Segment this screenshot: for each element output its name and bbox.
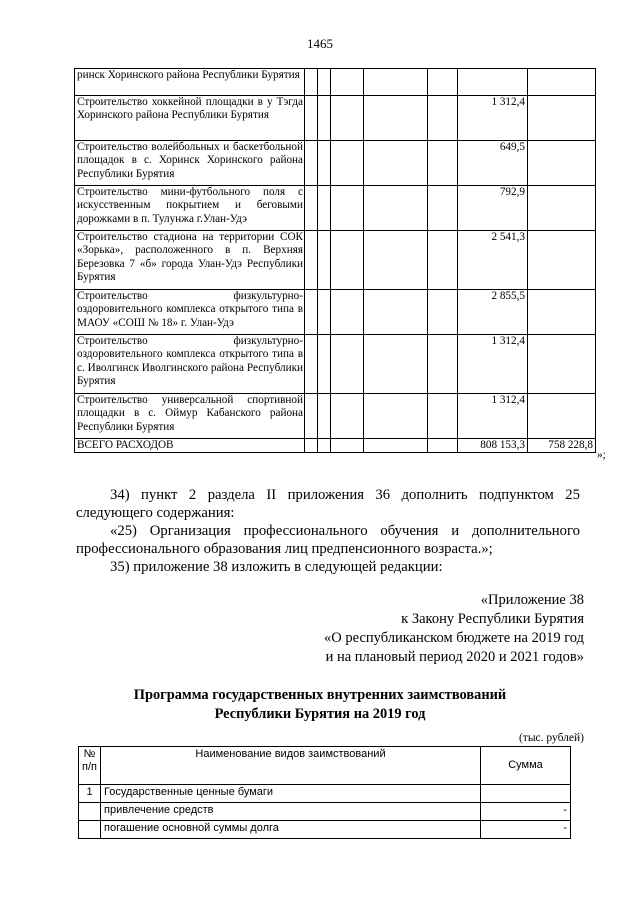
units-label: (тыс. рублей): [518, 732, 584, 744]
expense-table: [74, 68, 596, 453]
empty-cell: [364, 394, 428, 439]
empty-cell: [331, 69, 364, 96]
borrowing-table: [78, 746, 571, 839]
empty-cell: [305, 290, 318, 335]
empty-cell: [318, 231, 331, 290]
row-num: 1: [79, 785, 101, 803]
expense-value: 792,9: [458, 186, 528, 231]
program-title: [0, 686, 640, 724]
expense-name: [75, 69, 305, 96]
expense-name: [75, 394, 305, 439]
paragraph-25: «25) Организация профессионального обучения и дополнительного профессионального образования лиц предпенсионного возраста.»;: [76, 523, 580, 557]
empty-cell: [318, 186, 331, 231]
expense-value: 2 541,3: [458, 231, 528, 290]
empty-cell: [428, 186, 458, 231]
empty-cell: [428, 96, 458, 141]
expense-row: [75, 394, 596, 439]
empty-cell: [364, 290, 428, 335]
expense-name: [75, 335, 305, 394]
page-number: 1465: [307, 36, 333, 51]
empty-cell: [364, 141, 428, 186]
empty-cell: [331, 439, 364, 453]
row-sum: -: [481, 803, 571, 821]
expense-row: [75, 186, 596, 231]
expense-extra-value: [528, 290, 596, 335]
empty-cell: [318, 69, 331, 96]
expense-value: 808 153,3: [458, 439, 528, 453]
expense-name-text: Строительство волейбольных и баскетбольной площадок в с. Хоринск Хоринского района Республики Бурятия: [77, 141, 303, 180]
expense-name-text: Строительство хоккейной площадки в у Тэгда Хоринского района Республики Бурятия: [77, 96, 303, 122]
empty-cell: [318, 394, 331, 439]
expense-extra-value: 758 228,8: [528, 439, 596, 453]
empty-cell: [364, 231, 428, 290]
header-num: № п/п: [79, 747, 101, 785]
empty-cell: [305, 335, 318, 394]
expense-name: [75, 439, 305, 453]
expense-extra-value: [528, 186, 596, 231]
empty-cell: [364, 439, 428, 453]
expense-row: [75, 290, 596, 335]
expense-row: [75, 335, 596, 394]
empty-cell: [428, 290, 458, 335]
empty-cell: [305, 439, 318, 453]
empty-cell: [318, 141, 331, 186]
expense-name-text: Строительство физкультурно-оздоровительного комплекса открытого типа в МАОУ «СОШ № 18» г. Улан-Удэ: [77, 290, 303, 329]
borrowing-row: [79, 785, 571, 803]
row-name: Государственные ценные бумаги: [101, 785, 481, 803]
header-name: Наименование видов заимствований: [101, 747, 481, 785]
row-name: привлечение средств: [101, 803, 481, 821]
expense-name: [75, 186, 305, 231]
program-title-line-1: Программа государственных внутренних заимствований: [133, 687, 507, 703]
expense-name: [75, 290, 305, 335]
empty-cell: [428, 69, 458, 96]
expense-row: [75, 96, 596, 141]
empty-cell: [364, 186, 428, 231]
borrowing-row: [79, 821, 571, 839]
expense-name: [75, 231, 305, 290]
total-suffix: »;: [597, 449, 606, 461]
expense-extra-value: [528, 335, 596, 394]
expense-extra-value: [528, 231, 596, 290]
expense-value: 2 855,5: [458, 290, 528, 335]
expense-extra-value: [528, 96, 596, 141]
row-num: [79, 821, 101, 839]
expense-name-text: Строительство стадиона на территории СОК «Зорька», расположенного в п. Верхняя Березовка 7 «б» города Улан-Удэ Республики Бурятия: [77, 231, 303, 284]
appendix-line-1: «Приложение 38: [480, 592, 584, 608]
empty-cell: [428, 439, 458, 453]
expense-name: [75, 141, 305, 186]
expense-value: [458, 69, 528, 96]
row-num: [79, 803, 101, 821]
empty-cell: [428, 394, 458, 439]
empty-cell: [305, 231, 318, 290]
expense-name-text: ринск Хоринского района Республики Бурятия: [77, 69, 300, 81]
paragraph-35: 35) приложение 38 изложить в следующей редакции:: [110, 559, 443, 575]
expense-name-text: Строительство универсальной спортивной площадки в с. Оймур Кабанского района Республики Бурятия: [77, 394, 303, 433]
empty-cell: [305, 96, 318, 141]
program-title-line-2: Республики Бурятия на 2019 год: [214, 706, 426, 722]
empty-cell: [331, 141, 364, 186]
expense-extra-value: [528, 69, 596, 96]
paragraph-34: 34) пункт 2 раздела II приложения 36 дополнить подпунктом 25 следующего содержания:: [76, 487, 580, 521]
empty-cell: [331, 231, 364, 290]
expense-value: 1 312,4: [458, 394, 528, 439]
expense-value: 1 312,4: [458, 335, 528, 394]
header-sum: Сумма: [481, 747, 571, 785]
expense-name-text: Строительство мини-футбольного поля с искусственным покрытием и беговыми дорожками в п. Тулунжа г.Улан-Удэ: [77, 186, 303, 225]
expense-extra-value: [528, 141, 596, 186]
empty-cell: [364, 335, 428, 394]
empty-cell: [318, 290, 331, 335]
expense-row: [75, 231, 596, 290]
row-sum: [481, 785, 571, 803]
row-name: погашение основной суммы долга: [101, 821, 481, 839]
empty-cell: [428, 335, 458, 394]
expense-name-text: Строительство физкультурно-оздоровительного комплекса открытого типа в с. Иволгинск Иволгинского района Республики Бурятия: [77, 335, 303, 388]
empty-cell: [331, 290, 364, 335]
expense-row: [75, 439, 596, 453]
expense-name-text: ВСЕГО РАСХОДОВ: [77, 439, 174, 451]
expense-extra-value: [528, 394, 596, 439]
empty-cell: [318, 335, 331, 394]
expense-row: [75, 69, 596, 96]
appendix-line-2: к Закону Республики Бурятия: [401, 611, 584, 627]
empty-cell: [305, 186, 318, 231]
expense-name: [75, 96, 305, 141]
expense-value: 649,5: [458, 141, 528, 186]
expense-row: [75, 141, 596, 186]
borrowing-row: [79, 803, 571, 821]
borrowing-header-row: [79, 747, 571, 785]
empty-cell: [305, 69, 318, 96]
row-sum: -: [481, 821, 571, 839]
empty-cell: [331, 335, 364, 394]
empty-cell: [305, 141, 318, 186]
empty-cell: [364, 69, 428, 96]
empty-cell: [428, 141, 458, 186]
empty-cell: [318, 96, 331, 141]
empty-cell: [331, 96, 364, 141]
empty-cell: [331, 394, 364, 439]
empty-cell: [305, 394, 318, 439]
appendix-line-4: и на плановый период 2020 и 2021 годов»: [325, 649, 584, 665]
expense-value: 1 312,4: [458, 96, 528, 141]
empty-cell: [428, 231, 458, 290]
appendix-line-3: «О республиканском бюджете на 2019 год: [324, 630, 584, 646]
empty-cell: [364, 96, 428, 141]
empty-cell: [331, 186, 364, 231]
empty-cell: [318, 439, 331, 453]
